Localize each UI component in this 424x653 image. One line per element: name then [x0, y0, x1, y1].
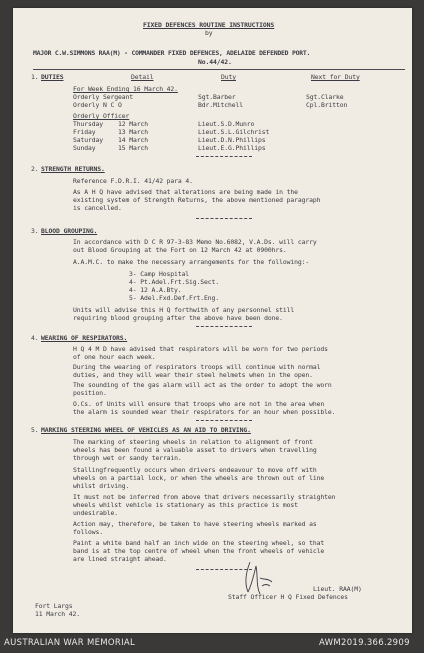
section-divider	[196, 218, 252, 219]
body-line: Action may, therefore, be taken to have steering wheels marked as	[73, 520, 317, 528]
body-line: wheels has been found a valuable asset to drivers when travelling	[73, 446, 317, 454]
header-rule	[33, 69, 405, 70]
body-line: Reference F.D.R.I. 41/42 para 4.	[73, 177, 193, 185]
body-line: O.Cs. of Units will ensure that troops who are not in the area when	[73, 400, 325, 408]
signatory-rank: Lieut. RAA(M)	[313, 585, 362, 593]
officer-name: Lieut.D.N.Phillips	[198, 136, 266, 144]
body-line: The sounding of the gas alarm will act as the order to adopt the worn	[73, 381, 332, 389]
body-line: Stallingfrequently occurs when drivers endeavour to move off with	[73, 466, 317, 474]
column-header-next: Next for Duty	[311, 73, 360, 81]
body-line: out Blood Grouping at the Fort on 12 March 42 at 0900hrs.	[73, 246, 287, 254]
body-line: During the wearing of respirators troops will continue with normal	[73, 363, 321, 371]
body-line: of one hour each week.	[73, 353, 156, 361]
officer-heading: Orderly Officer	[73, 112, 130, 120]
officer-name: Lieut.S.D.Munro	[198, 120, 255, 128]
section-heading: MARKING STEERING WHEEL OF VEHICLES AS AN AID TO DRIVING.	[41, 426, 251, 434]
duty-next: Sgt.Clarke	[306, 93, 344, 101]
body-line: requiring blood grouping after the above have been done.	[73, 314, 283, 322]
body-line: is cancelled.	[73, 204, 122, 212]
body-line: whilst driving.	[73, 482, 130, 490]
body-line: In accordance with D C R 97-3-83 Memo No.6082, V.A.Ds. will carry	[73, 238, 317, 246]
officer-day: Saturday	[73, 136, 103, 144]
section-heading: DUTIES	[41, 73, 64, 81]
body-line: undesirable.	[73, 509, 118, 517]
signatory-role: Staff Officer H Q Fixed Defences	[228, 593, 348, 601]
duty-detail: Orderly Sergeant	[73, 93, 133, 101]
place: Fort Largs	[35, 602, 73, 610]
officer-name: Lieut.E.G.Phillips	[198, 144, 266, 152]
date: 11 March 42.	[35, 610, 80, 618]
officer-date: 14 March	[118, 136, 148, 144]
body-line: band is at the top centre of wheel when the front wheels of vehicle	[73, 547, 325, 555]
section-heading: STRENGTH RETURNS.	[41, 165, 105, 173]
title-by: by	[205, 29, 213, 37]
document-number: No.44/42.	[198, 58, 232, 66]
document-author: MAJOR C.W.SIMMONS RAA(M) - COMMANDER FIXED DEFENCES, ADELAIDE DEFENDED PORT.	[33, 49, 311, 57]
body-line: position.	[73, 389, 107, 397]
officer-date: 12 March	[118, 120, 148, 128]
section-divider	[196, 420, 252, 421]
body-line: As A H Q have advised that alterations are being made in the	[73, 188, 298, 196]
body-line: Paint a white band half an inch wide on the steering wheel, so that	[73, 539, 325, 547]
officer-date: 13 March	[118, 128, 148, 136]
column-header-duty: Duty	[221, 73, 236, 81]
footer-credit: AUSTRALIAN WAR MEMORIAL	[4, 638, 136, 648]
footer-accession-number: AWM2019.366.2909	[319, 638, 410, 648]
body-line: wheels on a partial lock, or when the wheels are thrown out of line	[73, 474, 325, 482]
unit-item: 3- Camp Hospital	[129, 270, 189, 278]
section-number: 1.	[31, 73, 39, 81]
officer-name: Lieut.S.L.Gilchrist	[198, 128, 270, 136]
duty-next: Cpl.Britton	[306, 101, 348, 109]
body-line: duties, and they will wear their steel helmets when in the open.	[73, 371, 313, 379]
week-ending: For Week Ending 16 March 42.	[73, 85, 178, 93]
handwritten-signature	[238, 558, 278, 598]
duty-name: Bdr.Mitchell	[198, 101, 243, 109]
body-line: through wet or sandy terrain.	[73, 454, 182, 462]
officer-day: Sunday	[73, 144, 96, 152]
body-line: The marking of steering wheels in relation to alignment of front	[73, 438, 313, 446]
body-line: Units will advise this H Q forthwith of any personnel still	[73, 306, 295, 314]
officer-day: Thursday	[73, 120, 103, 128]
duty-name: Sgt.Barber	[198, 93, 236, 101]
body-line: the alarm is sounded wear their respirators for an hour when possible.	[73, 408, 336, 416]
section-number: 2.	[31, 165, 39, 173]
body-line: wheels whilst vehicle is stationary as this practice is most	[73, 501, 298, 509]
unit-item: 5- Adel.Fxd.Def.Frt.Eng.	[129, 294, 219, 302]
body-line: A.A.M.C. to make the necessary arrangements for the following:-	[73, 258, 310, 266]
body-line: are lined straight ahead.	[73, 555, 167, 563]
column-header-detail: Detail	[131, 73, 154, 81]
unit-item: 4- Pt.Adel.Frt.Sig.Sect.	[129, 278, 219, 286]
officer-date: 15 March	[118, 144, 148, 152]
section-divider	[196, 156, 252, 157]
document-page	[13, 8, 412, 633]
body-line: It must not be inferred from above that drivers necessarily straighten	[73, 493, 336, 501]
section-number: 4.	[31, 334, 39, 342]
section-number: 3.	[31, 227, 39, 235]
unit-item: 4- 12 A.A.Bty.	[129, 286, 182, 294]
section-divider	[196, 326, 252, 327]
document-title: FIXED DEFENCES ROUTINE INSTRUCTIONS	[143, 21, 275, 29]
section-heading: WEARING OF RESPIRATORS.	[41, 334, 128, 342]
section-heading: BLOOD GROUPING.	[41, 227, 98, 235]
body-line: follows.	[73, 528, 103, 536]
body-line: existing system of Strength Returns, the above mentioned paragraph	[73, 196, 321, 204]
body-line: H Q 4 M D have advised that respirators will be worn for two periods	[73, 345, 328, 353]
duty-detail: Orderly N C O	[73, 101, 122, 109]
section-number: 5.	[31, 426, 39, 434]
officer-day: Friday	[73, 128, 96, 136]
